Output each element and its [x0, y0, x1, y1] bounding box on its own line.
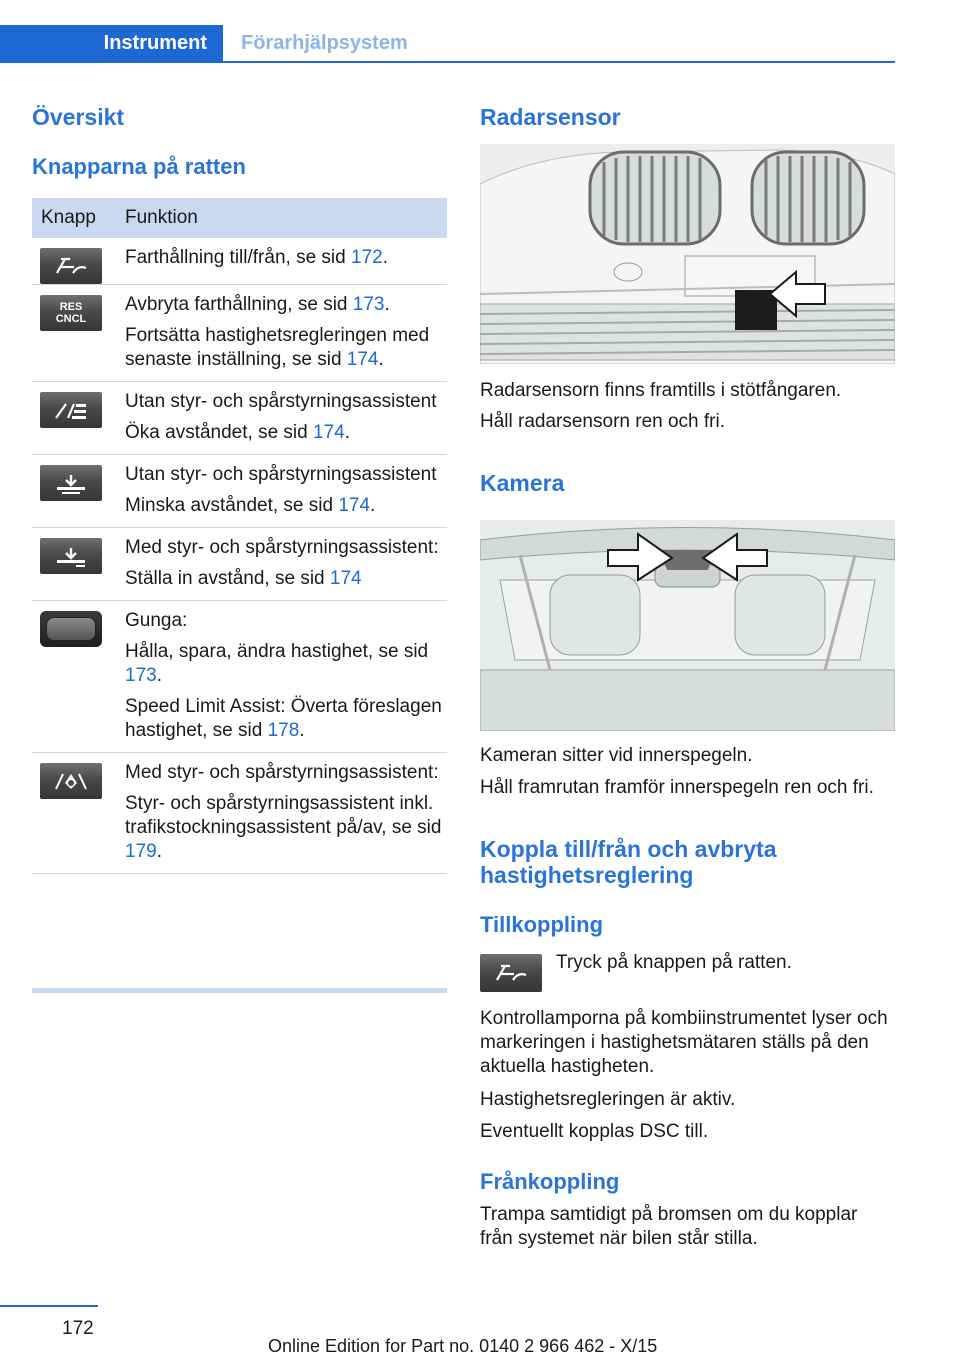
page-reference-link[interactable]: 179	[125, 841, 157, 862]
button-cell	[32, 382, 115, 455]
function-text-body: Styr- och spårstyrningsassistent inkl. trafikstockningsassistent på/av, se sid	[125, 793, 442, 838]
frankoppling-text: Trampa samtidigt på bromsen om du kopplar från systemet när bilen står stilla.	[480, 1204, 858, 1249]
table-row	[32, 382, 447, 455]
subheading-knapparna: Knapparna på ratten	[32, 154, 246, 179]
res-cncl-icon: RES CNCL	[55, 301, 87, 325]
function-text	[125, 536, 447, 560]
steering-wheel-button	[40, 465, 102, 501]
function-text	[125, 390, 447, 414]
function-text	[125, 463, 447, 487]
function-text-body: Hålla, spara, ändra hastighet, se sid	[125, 641, 429, 662]
column-header-knapp: Knapp	[32, 198, 115, 238]
tillkoppling-text: Tryck på knappen på ratten.	[556, 952, 792, 973]
page-reference-link[interactable]: 178	[267, 720, 300, 741]
punctuation: .	[384, 294, 390, 315]
column-header-funktion: Funktion	[115, 198, 447, 238]
button-cell	[32, 285, 115, 382]
radar-sensor-illustration	[480, 144, 895, 364]
chapter-tab-bar	[0, 25, 895, 63]
page-number-rule	[0, 1305, 98, 1307]
function-cell	[115, 753, 447, 874]
function-cell	[115, 455, 447, 528]
button-function-table	[32, 198, 447, 874]
table-row	[32, 455, 447, 528]
function-text-body: Öka avståndet, se sid	[125, 422, 313, 443]
tab-forarhjalpsystem[interactable]	[241, 25, 408, 61]
subheading-tillkoppling: Tillkoppling	[480, 912, 604, 937]
page-reference-link[interactable]: 173	[352, 294, 385, 315]
cruise-control-icon	[494, 963, 528, 983]
punctuation: .	[370, 495, 376, 516]
camera-interior-illustration	[480, 520, 895, 731]
table-row	[32, 601, 447, 753]
steering-assistant-icon	[54, 771, 88, 792]
function-text-body: Gunga:	[125, 610, 188, 631]
footer-edition: Online Edition for Part no. 0140 2 966 462 - X/15	[268, 1336, 658, 1356]
section-paragraph-1: Kontrollamporna på kombiinstrumentet lyser och markeringen i hastighetsmätaren ställs på den aktuella hastigheten.	[480, 1008, 888, 1077]
heading-radarsensor: Radarsensor	[480, 104, 621, 130]
function-text	[125, 792, 447, 864]
steering-wheel-button	[40, 538, 102, 574]
page-reference-link[interactable]: 172	[351, 247, 383, 268]
function-text	[125, 567, 447, 591]
punctuation: .	[378, 349, 384, 370]
section-paragraph-2: Hastighetsregleringen är aktiv.	[480, 1089, 736, 1110]
function-cell	[115, 382, 447, 455]
function-text-body: Ställa in avstånd, se sid	[125, 568, 330, 589]
table-row	[32, 285, 447, 382]
table-row	[32, 528, 447, 601]
distance-decrease-icon	[54, 473, 88, 494]
page-number: 172	[62, 1318, 94, 1339]
camera-paragraph-1: Kameran sitter vid innerspegeln.	[480, 745, 753, 766]
function-text-body: Farthållning till/från, se sid	[125, 247, 351, 268]
table-header-row	[32, 198, 447, 238]
button-cell	[32, 455, 115, 528]
button-cell	[32, 238, 115, 285]
function-cell	[115, 285, 447, 382]
table-row	[32, 753, 447, 874]
function-text-body: Med styr- och spårstyrningsassistent:	[125, 762, 439, 783]
steering-wheel-button	[40, 248, 102, 284]
function-cell	[115, 601, 447, 753]
tab-instrument-label: Instrument	[103, 31, 207, 54]
button-cell	[32, 601, 115, 753]
section-heading-oversikt: Översikt	[32, 104, 125, 130]
steering-wheel-button	[40, 611, 102, 647]
tab-instrument[interactable]	[0, 25, 223, 61]
punctuation: .	[156, 841, 162, 862]
distance-increase-icon	[54, 400, 88, 421]
steering-wheel-button	[40, 763, 102, 799]
cruise-control-icon	[54, 256, 88, 277]
function-text-body: Utan styr- och spårstyrningsassistent	[125, 391, 437, 412]
function-text	[125, 609, 447, 633]
function-cell	[115, 528, 447, 601]
punctuation: .	[344, 422, 350, 443]
function-text	[125, 324, 447, 372]
page-reference-link[interactable]: 173	[125, 665, 157, 686]
function-text	[125, 640, 447, 688]
function-text-body: Med styr- och spårstyrningsassistent:	[125, 537, 439, 558]
page-reference-link[interactable]: 174	[329, 568, 362, 589]
steering-wheel-button	[40, 392, 102, 428]
button-cell	[32, 753, 115, 874]
function-text-body: Fortsätta hastighetsregleringen med senaste inställning, se sid	[125, 325, 430, 370]
punctuation: .	[382, 247, 388, 268]
function-text-body: Speed Limit Assist: Överta föreslagen hastighet, se sid	[125, 696, 442, 741]
page-reference-link[interactable]: 174	[313, 422, 345, 443]
rocker-switch-icon	[46, 617, 96, 641]
table-end-rule	[32, 988, 447, 993]
table-row	[32, 238, 447, 285]
function-text	[125, 695, 447, 743]
function-text	[125, 293, 447, 317]
function-text-body: Avbryta farthållning, se sid	[125, 294, 353, 315]
function-text	[125, 494, 447, 518]
function-text	[125, 246, 447, 270]
button-cell	[32, 528, 115, 601]
camera-paragraph-2: Håll framrutan framför innerspegeln ren och fri.	[480, 777, 874, 798]
function-cell	[115, 238, 447, 285]
heading-kamera: Kamera	[480, 470, 565, 496]
page-reference-link[interactable]: 174	[338, 495, 371, 516]
function-text-body: Minska avståndet, se sid	[125, 495, 339, 516]
page-reference-link[interactable]: 174	[346, 349, 379, 370]
function-text	[125, 761, 447, 785]
function-text-body: Utan styr- och spårstyrningsassistent	[125, 464, 437, 485]
tab-forarhjalpsystem-label: Förarhjälpsystem	[241, 31, 408, 54]
punctuation: .	[156, 665, 162, 686]
cruise-control-button	[480, 954, 542, 992]
function-text	[125, 421, 447, 445]
radar-paragraph-2: Håll radarsensorn ren och fri.	[480, 411, 725, 432]
subheading-frankoppling: Frånkoppling	[480, 1169, 620, 1194]
heading-koppla-till-fran: Koppla till/från och avbryta hastighetsreglering	[480, 836, 777, 888]
steering-wheel-button	[40, 295, 102, 331]
radar-paragraph-1: Radarsensorn finns framtills i stötfångaren.	[480, 380, 842, 401]
distance-set-icon	[54, 546, 88, 567]
section-paragraph-3: Eventuellt kopplas DSC till.	[480, 1121, 709, 1142]
punctuation: .	[299, 720, 305, 741]
